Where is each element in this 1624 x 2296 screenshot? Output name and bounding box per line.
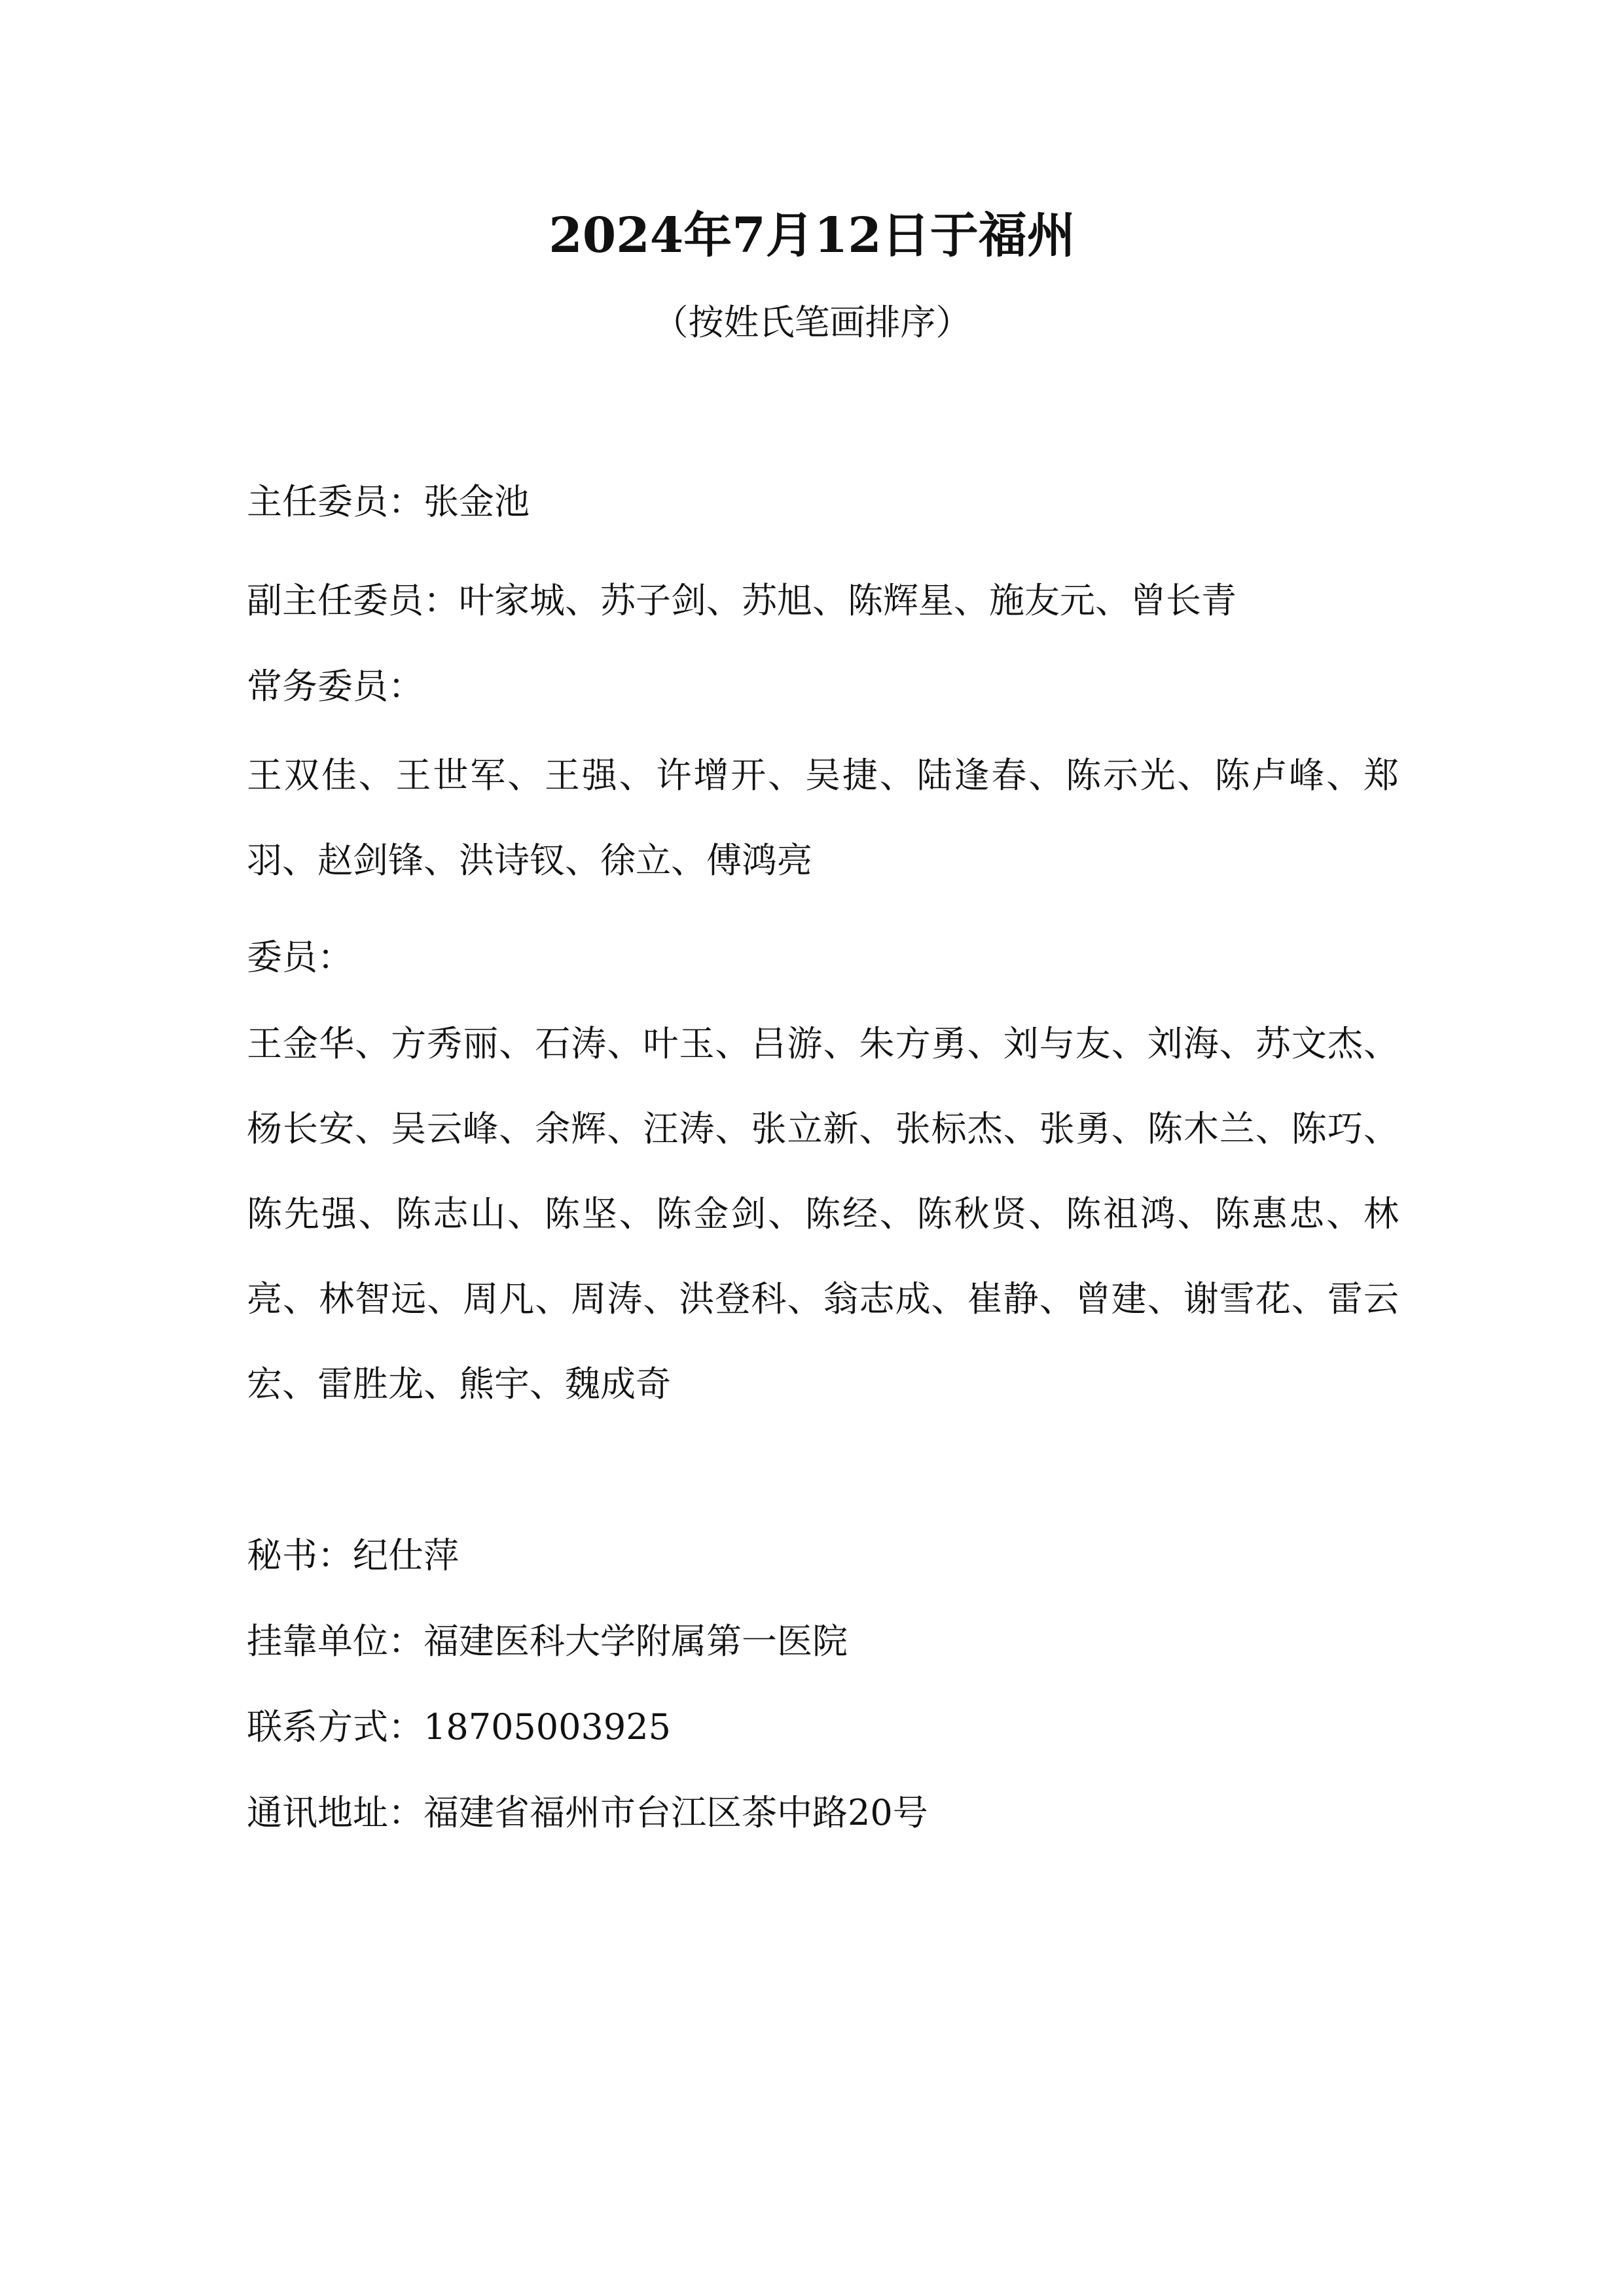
chair-line: 主任委员：张金池 [247,481,530,522]
standing-members-list: 王双佳、王世军、王强、许增开、吴捷、陆逢春、陈示光、陈卢峰、郑羽、赵剑锋、洪诗钗、徐立、傅鸿亮 [247,755,1399,881]
standing-members-label: 常务委员： [247,666,424,707]
vice-chairs-line: 副主任委员：叶家城、苏子剑、苏旭、陈辉星、施友元、曾长青 [247,580,1236,621]
members-label: 委员： [247,937,353,978]
secretary-line: 秘书：纪仕萍 [247,1535,459,1576]
document-title: 2024年7月12日于福州 [549,207,1075,264]
sort-note: （按姓氏笔画排序） [653,302,971,343]
contact-line: 联系方式：18705003925 [247,1706,671,1748]
address-line: 通讯地址：福建省福州市台江区茶中路20号 [247,1792,928,1833]
members-list: 王金华、方秀丽、石涛、叶玉、吕游、朱方勇、刘与友、刘海、苏文杰、杨长安、吴云峰、余辉、汪涛、张立新、张标杰、张勇、陈木兰、陈巧、陈先强、陈志山、陈坚、陈金剑、陈经、陈秋贤、陈祖鸿、陈惠忠、林亮、林智远、周凡、周涛、洪登科、翁志成、崔静、曾建、谢雪花、雷云宏、雷胜龙、熊宇、魏成奇 [247,1023,1399,1405]
affiliation-line: 挂靠单位：福建医科大学附属第一医院 [247,1621,848,1662]
